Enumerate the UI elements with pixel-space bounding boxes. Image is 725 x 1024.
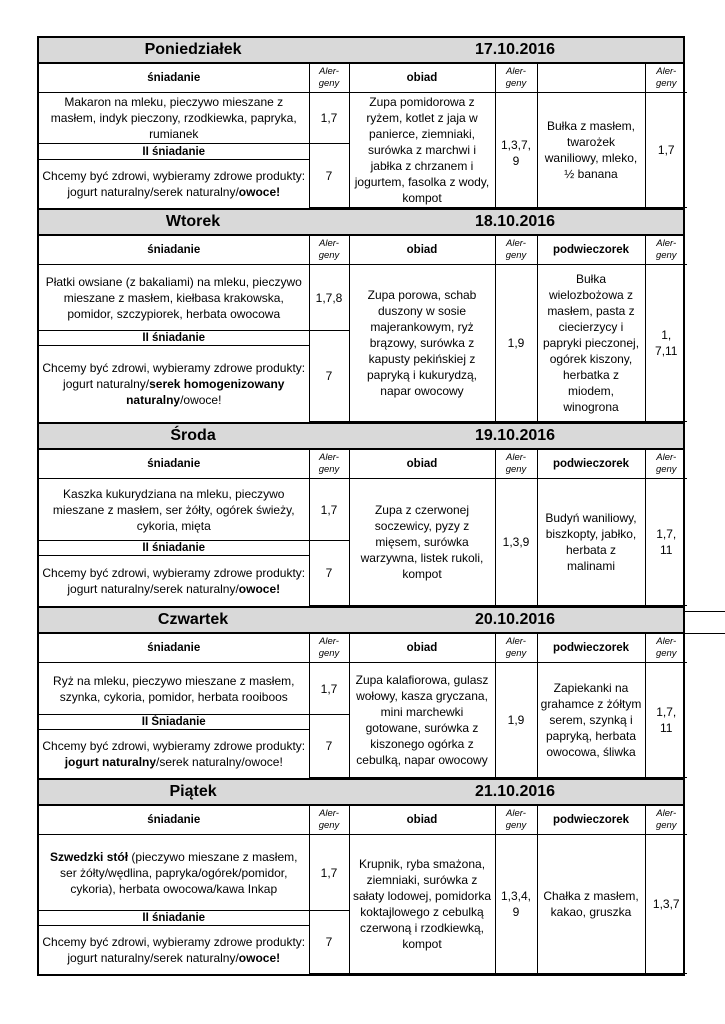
snack-header: podwieczorek [537,634,645,663]
allergens-header: Aler-geny [309,236,349,265]
second-breakfast-header: II śniadanie [39,911,309,926]
day-header [39,780,683,806]
day-section-wednesday [39,424,683,608]
day-menu-table [39,806,687,974]
second-breakfast-text: Chcemy być zdrowi, wybieramy zdrowe produkty: jogurt naturalny/serek naturalny/ [42,168,306,199]
second-breakfast-text: Chcemy być zdrowi, wybieramy zdrowe produkty: jogurt naturalny/serek naturalny/ [42,565,306,596]
lunch-cell: Zupa kalafiorowa, gulasz wołowy, kasza gryczana, mini marchewki gotowane, surówka z kiszonego ogórka z cebulką, napar owocowy [349,663,495,778]
day-date: 18.10.2016 [475,213,556,230]
day-header [39,210,683,236]
second-breakfast-allergens: 7 [309,541,349,606]
second-breakfast-text: Chcemy być zdrowi, wybieramy zdrowe produkty: jogurt naturalny/serek naturalny/ [42,934,306,965]
breakfast-cell: Płatki owsiane (z bakaliami) na mleku, pieczywo mieszane z masłem, kiełbasa krakowska, pomidor, szczypiorek, herbata owocowa [39,265,309,331]
breakfast-header: śniadanie [39,634,309,663]
breakfast-highlight: Szwedzki stół [50,849,129,864]
breakfast-header: śniadanie [39,450,309,479]
menu-sheet [37,36,685,976]
day-name: Poniedziałek [144,41,242,58]
allergens-header: Aler-geny [645,236,687,265]
day-header [39,608,683,634]
breakfast-cell: Makaron na mleku, pieczywo mieszane z masłem, indyk pieczony, rzodkiewka, papryka, rumianek [39,93,309,144]
allergens-header: Aler-geny [495,64,537,93]
second-breakfast-text-end: /serek naturalny/owoce! [156,754,283,769]
allergens-header: Aler-geny [645,806,687,835]
snack-cell: Bułka wielozbożowa z masłem, pasta z ciecierzycy i papryki pieczonej, ogórek kiszony, herbatka z miodem, winogrona [537,265,645,422]
day-section-friday [39,780,683,974]
divider-line [685,633,725,634]
second-breakfast-header: II śniadanie [39,541,309,556]
day-menu-table [39,236,687,422]
allergens-header: Aler-geny [309,634,349,663]
second-breakfast-allergens: 7 [309,911,349,974]
lunch-allergens: 1,3,7, 9 [495,93,537,208]
second-breakfast-cell [39,730,309,778]
lunch-cell: Krupnik, ryba smażona, ziemniaki, surówka z sałaty lodowej, pomidorka koktajlowego z cebulką czerwoną i rzodkiewką, kompot [349,835,495,974]
breakfast-allergens: 1,7 [309,93,349,144]
day-name: Czwartek [157,611,229,628]
snack-allergens: 1,7, 11 [645,479,687,606]
second-breakfast-allergens: 7 [309,715,349,778]
lunch-cell: Zupa porowa, schab duszony w sosie majerankowym, ryż brązowy, surówka z kapusty pekińskiej z papryką i kukurydzą, napar owocowy [349,265,495,422]
lunch-cell: Zupa z czerwonej soczewicy, pyzy z mięsem, surówka warzywna, listek rukoli, kompot [349,479,495,606]
breakfast-header: śniadanie [39,64,309,93]
day-name: Środa [170,427,216,444]
second-breakfast-allergens: 7 [309,331,349,422]
snack-header [537,64,645,93]
second-breakfast-highlight: serek homogenizowany naturalny [126,376,285,407]
second-breakfast-text-end: /owoce! [180,392,222,407]
breakfast-text: (pieczywo mieszane z masłem, ser żółty/wędlina, papryka/ogórek/pomidor, cykoria), herbata owocowa/kawa Inkap [60,849,298,896]
second-breakfast-text: Chcemy być zdrowi, wybieramy zdrowe produkty: [42,738,306,753]
second-breakfast-allergens: 7 [309,144,349,208]
breakfast-allergens: 1,7 [309,835,349,911]
breakfast-allergens: 1,7,8 [309,265,349,331]
day-menu-table [39,634,687,778]
second-breakfast-cell [39,556,309,606]
second-breakfast-cell [39,160,309,208]
allergens-header: Aler-geny [495,634,537,663]
second-breakfast-highlight: owoce! [238,581,281,596]
allergens-header: Aler-geny [495,236,537,265]
allergens-header: Aler-geny [645,634,687,663]
breakfast-allergens: 1,7 [309,479,349,541]
day-section-thursday [39,608,683,780]
lunch-header: obiad [349,634,495,663]
snack-allergens: 1,3,7 [645,835,687,974]
second-breakfast-text: Chcemy być zdrowi, wybieramy zdrowe produkty: jogurt naturalny/ [42,360,306,391]
snack-cell: Budyń waniliowy, biszkopty, jabłko, herbata z malinami [537,479,645,606]
allergens-header: Aler-geny [309,64,349,93]
breakfast-cell [39,835,309,911]
allergens-header: Aler-geny [645,450,687,479]
snack-allergens: 1, 7,11 [645,265,687,422]
breakfast-allergens: 1,7 [309,663,349,715]
snack-cell: Chałka z masłem, kakao, gruszka [537,835,645,974]
second-breakfast-header: II Śniadanie [39,715,309,730]
allergens-header: Aler-geny [645,64,687,93]
snack-cell: Bułka z masłem, twarożek waniliowy, mleko, ½ banana [537,93,645,208]
day-name: Piątek [169,783,217,800]
second-breakfast-highlight: owoce! [238,184,281,199]
second-breakfast-cell [39,926,309,974]
lunch-header: obiad [349,450,495,479]
lunch-header: obiad [349,236,495,265]
second-breakfast-highlight: owoce! [238,950,281,965]
lunch-allergens: 1,9 [495,265,537,422]
allergens-header: Aler-geny [495,806,537,835]
day-date: 21.10.2016 [475,783,556,800]
breakfast-cell: Kaszka kukurydziana na mleku, pieczywo mieszane z masłem, ser żółty, ogórek świeży, cykoria, mięta [39,479,309,541]
second-breakfast-highlight: jogurt naturalny [64,754,157,769]
snack-allergens: 1,7 [645,93,687,208]
breakfast-cell: Ryż na mleku, pieczywo mieszane z masłem, szynka, cykoria, pomidor, herbata rooiboos [39,663,309,715]
allergens-header: Aler-geny [309,806,349,835]
snack-header: podwieczorek [537,236,645,265]
divider-line [685,611,725,612]
lunch-allergens: 1,3,9 [495,479,537,606]
day-header [39,424,683,450]
lunch-cell: Zupa pomidorowa z ryżem, kotlet z jaja w panierce, ziemniaki, surówka z marchwi i jabłka z chrzanem i jogurtem, fasolka z wody, kompot [349,93,495,208]
lunch-header: obiad [349,806,495,835]
breakfast-header: śniadanie [39,806,309,835]
snack-cell: Zapiekanki na grahamce z żółtym serem, szynką i papryką, herbata owocowa, śliwka [537,663,645,778]
day-section-monday [39,38,683,210]
second-breakfast-header: II śniadanie [39,144,309,160]
lunch-allergens: 1,3,4, 9 [495,835,537,974]
day-date: 20.10.2016 [475,611,556,628]
day-date: 17.10.2016 [475,41,556,58]
snack-allergens: 1,7, 11 [645,663,687,778]
second-breakfast-cell [39,346,309,422]
lunch-header: obiad [349,64,495,93]
snack-header: podwieczorek [537,450,645,479]
day-name: Wtorek [165,213,221,230]
lunch-allergens: 1,9 [495,663,537,778]
day-section-tuesday [39,210,683,424]
day-menu-table [39,450,687,606]
day-header [39,38,683,64]
day-date: 19.10.2016 [475,427,556,444]
allergens-header: Aler-geny [495,450,537,479]
day-menu-table [39,64,687,208]
breakfast-header: śniadanie [39,236,309,265]
second-breakfast-header: II śniadanie [39,331,309,346]
snack-header: podwieczorek [537,806,645,835]
allergens-header: Aler-geny [309,450,349,479]
